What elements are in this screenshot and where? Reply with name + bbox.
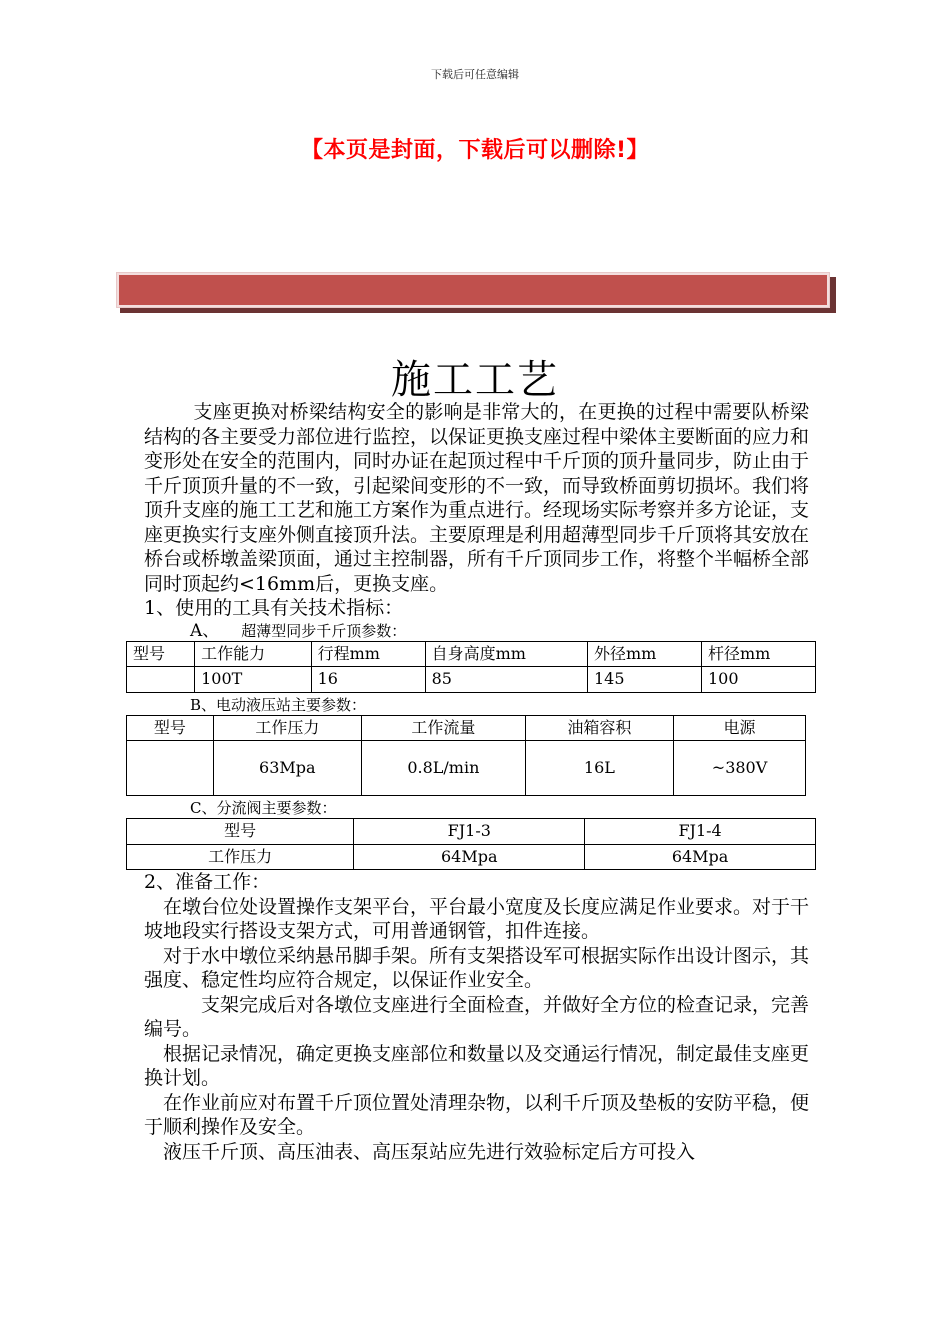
table-cell: 工作压力: [213, 715, 361, 741]
table-cell: [127, 667, 195, 693]
section2-heading: 2、准备工作：: [144, 871, 271, 893]
table-cell: 0.8L/min: [361, 741, 525, 796]
section2-paragraph: 在作业前应对布置千斤顶位置处清理杂物，以利千斤顶及垫板的安防平稳，便于顺利操作及安全。: [144, 1091, 810, 1138]
table-cell: 16: [311, 667, 425, 693]
table-cell: FJ1-3: [354, 819, 585, 845]
table-cell: 64Mpa: [354, 844, 585, 870]
intro-paragraph: 支座更换对桥梁结构安全的影响是非常大的，在更换的过程中需要队桥梁结构的各主要受力部位进行监控，以保证更换支座过程中梁体主要断面的应力和变形处在安全的范围内，同时办证在起顶过程中千斤顶的顶升量同步，防止由于千斤顶顶升量的不一致，引起梁间变形的不一致，而导致桥面剪切损坏。我们将顶升支座的施工工艺和施工方案作为重点进行。经现场实际考察并多方论证，支座更换实行支座外侧直接顶升法。主要原理是利用超薄型同步千斤顶将其安放在桥台或桥墩盖梁顶面，通过主控制器，所有千斤顶同步工作，将整个半幅桥全部同时顶起约<16mm后，更换支座。: [144, 401, 810, 595]
table-row: [127, 741, 806, 796]
hydraulic-station-table: [126, 715, 806, 797]
table-row: [127, 844, 816, 870]
section2-paragraph: 支架完成后对各墩位支座进行全面检查，并做好全方位的检查记录，完善编号。: [144, 993, 810, 1040]
table-cell: 型号: [127, 819, 354, 845]
table-header-row: [127, 819, 816, 845]
table-cell: 工作压力: [127, 844, 354, 870]
table-cell: 型号: [127, 715, 214, 741]
document-body: [133, 400, 810, 1164]
section2-paragraph: 根据记录情况，确定更换支座部位和数量以及交通运行情况，制定最佳支座更换计划。: [144, 1042, 810, 1089]
table-a-label: A、: [190, 620, 220, 641]
table-cell: 自身高度mm: [425, 641, 587, 667]
table-cell: 行程mm: [311, 641, 425, 667]
table-cell: 工作流量: [361, 715, 525, 741]
section1-heading: 1、使用的工具有关技术指标：: [144, 597, 404, 619]
decorative-red-band: [116, 272, 830, 308]
table-cell: 85: [425, 667, 587, 693]
valve-table: [126, 818, 816, 870]
table-cell: 100: [701, 667, 815, 693]
table-cell: 145: [587, 667, 701, 693]
table-header-row: [127, 641, 816, 667]
section2-paragraph: 液压千斤顶、高压油表、高压泵站应先进行效验标定后方可投入: [163, 1140, 696, 1163]
table-header-row: [127, 715, 806, 741]
table-cell: 工作能力: [195, 641, 312, 667]
table-row: [127, 667, 816, 693]
section2-paragraph: 在墩台位处设置操作支架平台，平台最小宽度及长度应满足作业要求。对于干坡地段实行搭设支架方式，可用普通钢管，扣件连接。: [144, 895, 810, 942]
table-cell: ~380V: [674, 741, 806, 796]
table-cell: 63Mpa: [213, 741, 361, 796]
page-title: 施工工艺: [391, 357, 559, 403]
header-note: 下载后可任意编辑: [431, 68, 519, 81]
table-cell: 电源: [674, 715, 806, 741]
table-cell: 100T: [195, 667, 312, 693]
table-c-caption: C、分流阀主要参数：: [190, 799, 337, 817]
table-cell: 16L: [525, 741, 673, 796]
table-cell: 外径mm: [587, 641, 701, 667]
table-a-caption-text: 超薄型同步千斤顶参数：: [241, 621, 407, 640]
section2-paragraph: 对于水中墩位采纳悬吊脚手架。所有支架搭设军可根据实际作出设计图示，其强度、稳定性均应符合规定，以保证作业安全。: [144, 944, 810, 991]
table-cell: 杆径mm: [701, 641, 815, 667]
table-a-caption: [144, 621, 809, 641]
cover-note: 【本页是封面，下载后可以删除!】: [300, 138, 650, 163]
table-cell: 64Mpa: [585, 844, 816, 870]
table-cell: 型号: [127, 641, 195, 667]
table-b-caption: B、电动液压站主要参数：: [190, 695, 367, 714]
table-cell: 油箱容积: [525, 715, 673, 741]
jack-params-table: [126, 641, 816, 693]
table-cell: [127, 741, 214, 796]
table-cell: FJ1-4: [585, 819, 816, 845]
